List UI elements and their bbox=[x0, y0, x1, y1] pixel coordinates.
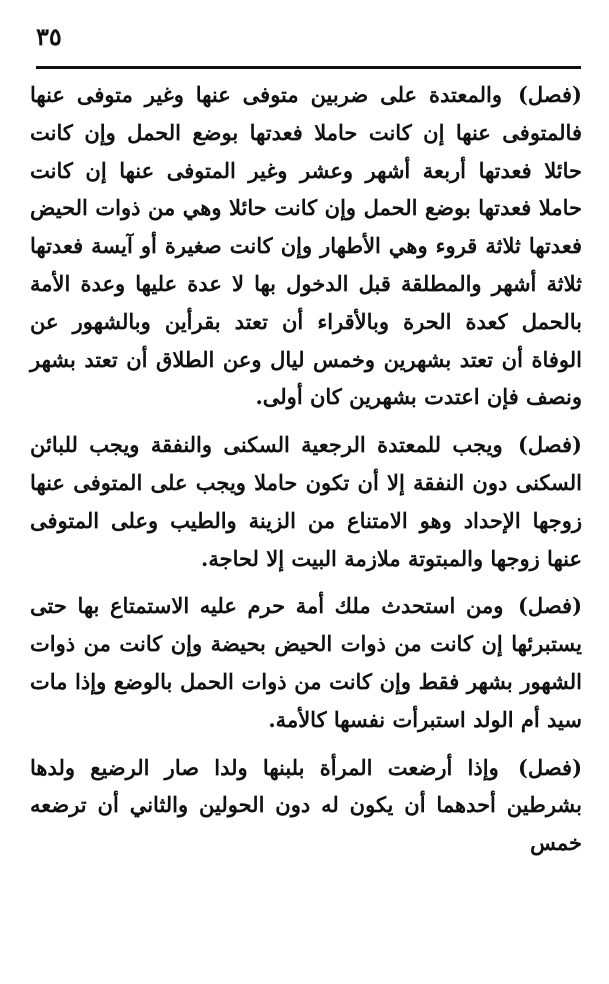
paragraph-2 bbox=[30, 426, 582, 577]
paragraph-text: وإذا أرضعت المرأة بلبنها ولدا صار الرضيع ولدها بشرطين أحدهما أن يكون له دون الحولين والثاني أن ترضعه خمس bbox=[30, 754, 582, 856]
section-heading: (فصل) bbox=[517, 754, 583, 780]
paragraph-text: ويجب للمعتدة الرجعية السكنى والنفقة ويجب للبائن السكنى دون النفقة إلا أن تكون حاملا ويجب على المتوفى عنها زوجها الإحداد وهو الامتناع من الزينة والطيب وعلى المتوفى عنها زوجها والمبتوتة ملازمة البيت إلا لحاجة. bbox=[30, 432, 582, 571]
paragraph-text: ومن استحدث ملك أمة حرم عليه الاستمتاع بها حتى يستبرئها إن كانت من ذوات الحيض بحيضة وإن كانت من ذوات الشهور بشهر فقط وإن كانت من ذوات الحمل بالوضع وإذا مات سيد أم الولد استبرأت نفسها كالأمة. bbox=[30, 593, 582, 732]
header-rule bbox=[36, 66, 581, 69]
page-number: ٣٥ bbox=[36, 22, 62, 51]
paragraph-3 bbox=[30, 587, 582, 738]
paragraph-text: والمعتدة على ضربين متوفى عنها وغير متوفى عنها فالمتوفى عنها إن كانت حاملا فعدتها بوضع الحمل وإن كانت حائلا فعدتها أربعة أشهر وعشر وغير المتوفى عنها إن كانت حاملا فعدتها بوضع الحمل وإن كانت حائلا وهي من ذوات الحيض فعدتها ثلاثة قروء وهي الأطهار وإن كانت صغيرة أو آيسة فعدتها ثلاثة أشهر والمطلقة قبل الدخول بها لا عدة عليها وعدة الأمة بالحمل كعدة الحرة وبالأقراء أن تعتد بقرأين وبالشهور عن الوفاة أن تعتد بشهرين وخمس ليال وعن الطلاق أن تعتد بشهر ونصف فإن اعتدت بشهرين كان أولى. bbox=[30, 82, 582, 410]
paragraph-1 bbox=[30, 76, 582, 416]
section-heading: (فصل) bbox=[517, 82, 582, 107]
document-body bbox=[30, 76, 582, 872]
paragraph-4 bbox=[30, 749, 582, 862]
section-heading: (فصل) bbox=[517, 432, 582, 458]
section-heading: (فصل) bbox=[517, 593, 583, 619]
